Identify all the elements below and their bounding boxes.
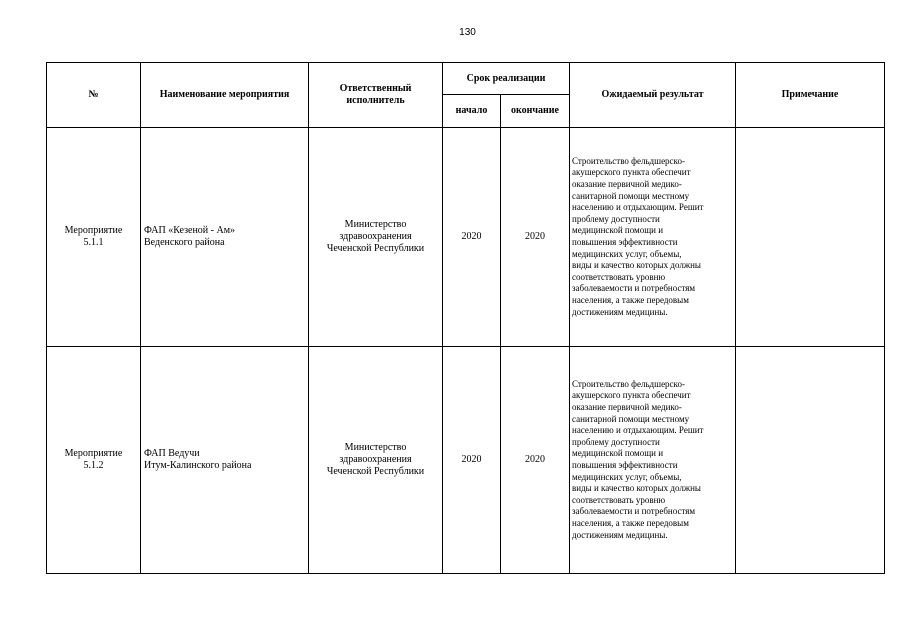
row-note [736, 347, 885, 574]
row-result-line: медицинских услуг, объемы, [572, 248, 682, 259]
row-name-line: ФАП Ведучи [144, 448, 200, 459]
row-executor-line: Министерство [344, 219, 407, 230]
row-start: 2020 [443, 128, 501, 347]
row-result-line: соответствовать уровню [572, 271, 666, 282]
row-result [570, 347, 736, 574]
row-executor-line: Чеченской Республики [326, 243, 425, 254]
row-name-line: Итум-Калинского района [144, 460, 252, 471]
row-executor-line: здравоохранения [339, 454, 412, 465]
row-number-line: Мероприятие [64, 448, 123, 459]
header-note: Примечание [736, 63, 885, 128]
header-start: начало [443, 95, 501, 128]
row-result-line: медицинских услуг, объемы, [572, 471, 682, 482]
row-name-line: Веденского района [144, 237, 225, 248]
row-result-line: повышения эффективности [572, 460, 678, 470]
row-note [736, 128, 885, 347]
row-result-line: оказание первичной медико- [572, 179, 682, 190]
header-period: Срок реализации [443, 63, 570, 95]
row-name-line: ФАП «Кезеной - Ам» [144, 225, 236, 236]
row-result-line: населению и отдыхающим. Решит [572, 425, 704, 436]
row-number [47, 347, 141, 574]
header-result: Ожидаемый результат [570, 63, 736, 128]
row-result-line: виды и качество которых должны [572, 483, 701, 494]
row-executor [309, 128, 443, 347]
row-executor-line: Министерство [344, 442, 407, 453]
row-executor-line: здравоохранения [339, 231, 412, 242]
header-name: Наименование мероприятия [141, 63, 309, 128]
page-number: 130 [459, 27, 476, 38]
row-result-line: Строительство фельдшерско- [572, 155, 685, 166]
row-result-line: проблему доступности [572, 213, 660, 224]
row-executor [309, 347, 443, 574]
row-end: 2020 [501, 347, 570, 574]
row-result-line: акушерского пункта обеспечит [572, 167, 691, 178]
row-result-line: соответствовать уровню [572, 494, 666, 505]
row-result-line: медицинской помощи и [572, 448, 664, 459]
table-row [47, 128, 885, 347]
row-result-line: Строительство фельдшерско- [572, 378, 685, 389]
row-result-line: акушерского пункта обеспечит [572, 390, 691, 401]
row-number [47, 128, 141, 347]
row-result-line: санитарной помощи местному [572, 190, 690, 201]
row-result-line: достижениям медицины. [572, 529, 668, 540]
row-result-line: медицинской помощи и [572, 225, 664, 236]
row-number-line: 5.1.1 [83, 237, 104, 248]
row-result [570, 128, 736, 347]
row-start: 2020 [443, 347, 501, 574]
row-result-line: населения, а также передовым [572, 294, 689, 305]
row-result-line: достижениям медицины. [572, 306, 668, 317]
row-result-line: населению и отдыхающим. Решит [572, 202, 704, 213]
row-result-line: повышения эффективности [572, 237, 678, 247]
row-end: 2020 [501, 128, 570, 347]
row-result-line: оказание первичной медико- [572, 402, 682, 413]
header-num: № [47, 63, 141, 128]
row-name [141, 128, 309, 347]
row-result-line: проблему доступности [572, 436, 660, 447]
row-result-line: виды и качество которых должны [572, 260, 701, 271]
header-end: окончание [501, 95, 570, 128]
header-executor [309, 63, 443, 128]
row-result-line: заболеваемости и потребностям [572, 283, 696, 294]
row-executor-line: Чеченской Республики [326, 466, 425, 477]
header-executor-line: исполнитель [346, 95, 405, 106]
header-executor-line: Ответственный [339, 83, 412, 94]
row-number-line: 5.1.2 [83, 460, 104, 471]
row-result-line: санитарной помощи местному [572, 413, 690, 424]
row-result-line: населения, а также передовым [572, 517, 689, 528]
row-result-line: заболеваемости и потребностям [572, 506, 696, 517]
row-name [141, 347, 309, 574]
measures-table [46, 62, 885, 574]
table-row [47, 347, 885, 574]
row-number-line: Мероприятие [64, 225, 123, 236]
